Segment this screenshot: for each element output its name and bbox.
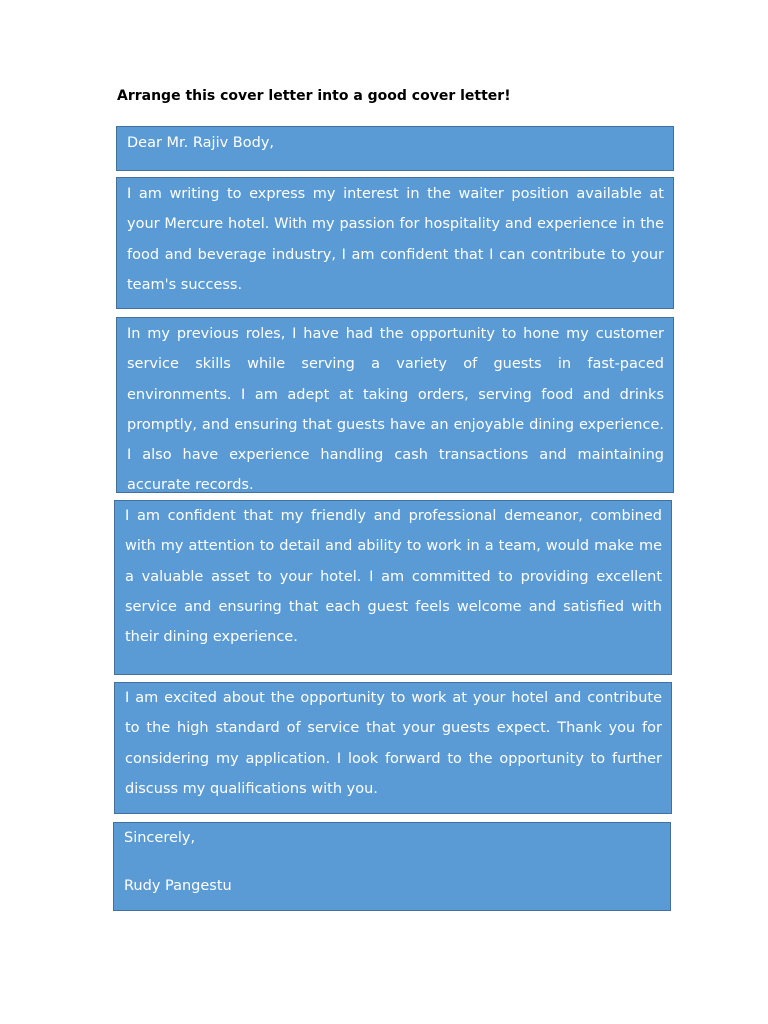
paragraph-1-text: I am writing to express my interest in the waiter position available at your Mercure hotel. With my passion for hospitality and experience in the food and beverage industry, I am confident that I can contribute to your team's success. [127, 186, 664, 293]
signature-text: Rudy Pangestu [124, 878, 232, 894]
paragraph-3-text: I am confident that my friendly and professional demeanor, combined with my attention to detail and ability to work in a team, would make me a valuable asset to your hotel. I am committed to providing excellent service and ensuring that each guest feels welcome and satisfied with their dining experience. [125, 508, 662, 646]
closing-text: Sincerely, [124, 830, 196, 846]
paragraph-block-1[interactable] [116, 177, 674, 309]
paragraph-block-2[interactable] [116, 317, 674, 493]
paragraph-block-4[interactable] [114, 682, 672, 814]
greeting-text: Dear Mr. Rajiv Body, [127, 135, 275, 151]
instruction-heading: Arrange this cover letter into a good cover letter! [117, 88, 511, 104]
paragraph-2-text: In my previous roles, I have had the opportunity to hone my customer service skills while serving a variety of guests in fast-paced environments. I am adept at taking orders, serving food and drinks promptly, and ensuring that guests have an enjoyable dining experience. I also have experience handling cash transactions and maintaining accurate records. [127, 326, 664, 494]
signoff-block[interactable] [113, 822, 671, 911]
paragraph-block-3[interactable] [114, 500, 672, 675]
greeting-block[interactable] [116, 126, 674, 171]
paragraph-4-text: I am excited about the opportunity to work at your hotel and contribute to the high standard of service that your guests expect. Thank you for considering my application. I look forward to the opportunity to further discuss my qualifications with you. [125, 690, 662, 797]
signoff-spacer [124, 853, 661, 871]
